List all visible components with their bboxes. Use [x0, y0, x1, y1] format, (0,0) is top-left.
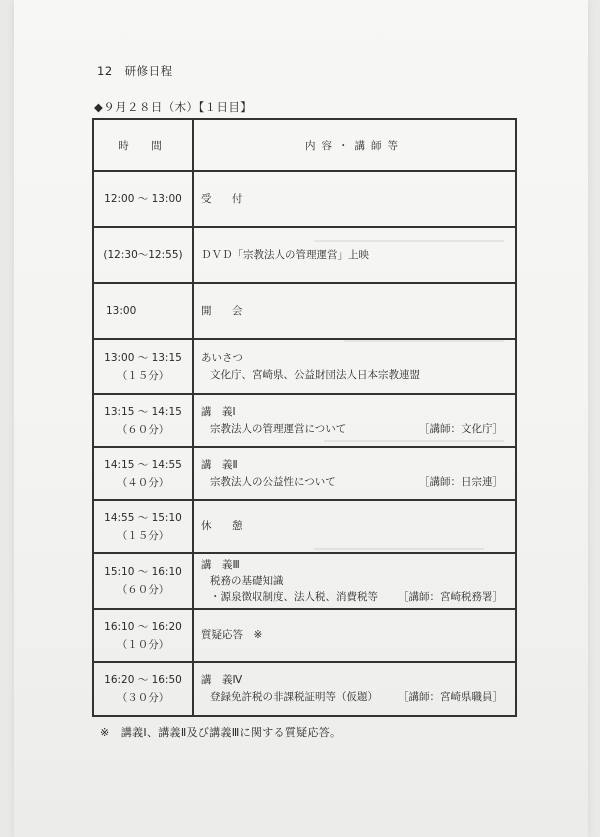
time-range: 13:00 ～ 13:15 [104, 351, 182, 364]
time-cell [93, 553, 193, 609]
content-cell [193, 339, 516, 394]
time-range: 15:10 ～ 16:10 [104, 566, 182, 578]
time-cell [93, 394, 193, 447]
item-title: 休 憩 [201, 520, 248, 532]
schedule-table [92, 118, 517, 717]
duration: （１５分） [116, 369, 170, 382]
time-cell [93, 662, 193, 716]
content-cell [193, 609, 516, 662]
header-time: 時 間 [93, 119, 193, 171]
item-title: 講 義Ⅳ [201, 674, 243, 686]
time-cell [93, 500, 193, 553]
item-title: 講 義Ⅱ [201, 458, 238, 471]
time-range: 16:20 ～ 16:50 [104, 674, 182, 686]
item-title: 受 付 [201, 192, 248, 205]
table-row [93, 447, 516, 500]
table-row [93, 394, 516, 447]
time-range: 16:10 ～ 16:20 [104, 620, 182, 633]
item-detail-row [201, 421, 515, 438]
table-row [93, 339, 516, 394]
item-detail: 宗教法人の管理運営について [210, 422, 347, 435]
time-cell [93, 227, 193, 283]
item-title: あいさつ [201, 351, 243, 364]
item-detail: 宗教法人の公益性について [210, 475, 336, 488]
content-cell [193, 553, 516, 609]
item-detail: ・源泉徴収制度、法人税、消費税等 [210, 591, 378, 603]
item-title: 質疑応答 ※ [201, 629, 263, 641]
table-row [93, 227, 516, 283]
footnote: ※ 講義Ⅰ、講義Ⅱ及び講義Ⅲに関する質疑応答。 [100, 726, 342, 739]
lecturer-label: ［講師：宮崎県職員］ [398, 691, 503, 703]
content-cell [193, 394, 516, 447]
content-cell [193, 283, 516, 339]
time-range: 13:15 ～ 14:15 [104, 405, 182, 418]
content-cell [193, 662, 516, 716]
content-cell [193, 500, 516, 553]
lecturer-label: ［講師：文化庁］ [419, 422, 503, 435]
table-row [93, 553, 516, 609]
duration: （６０分） [116, 423, 170, 436]
lecturer-label: ［講師：日宗連］ [419, 475, 503, 488]
time-cell [93, 283, 193, 339]
item-title: 講 義Ⅰ [201, 405, 236, 418]
item-detail-row [201, 689, 515, 706]
time-range: (12:30～12:55) [103, 249, 183, 261]
time-range: 14:15 ～ 14:55 [104, 458, 182, 471]
section-title: 12 研修日程 [97, 64, 173, 78]
item-title: 開 会 [201, 304, 248, 317]
duration: （６０分） [116, 584, 170, 596]
table-row [93, 662, 516, 716]
table-row [93, 171, 516, 227]
table-row [93, 283, 516, 339]
item-detail-row [201, 589, 515, 605]
time-range: 12:00 ～ 13:00 [104, 193, 182, 205]
content-cell [193, 171, 516, 227]
duration: （３０分） [116, 692, 170, 704]
item-detail-row [201, 474, 515, 491]
item-detail: 税務の基礎知識 [210, 575, 284, 587]
time-cell [93, 609, 193, 662]
duration: （４０分） [116, 476, 170, 489]
lecturer-label: ［講師：宮崎税務署］ [398, 591, 503, 603]
time-cell [93, 339, 193, 394]
time-cell [93, 447, 193, 500]
table-row [93, 500, 516, 553]
time-range: 13:00 [106, 305, 137, 317]
header-content: 内容・講師等 [193, 119, 516, 171]
table-header-row [93, 119, 516, 171]
content-cell [193, 447, 516, 500]
item-detail: 文化庁、宮崎県、公益財団法人日本宗教連盟 [210, 368, 420, 381]
duration: （１０分） [116, 638, 170, 651]
item-detail: 登録免許税の非課税証明等（仮題） [210, 691, 378, 703]
time-cell [93, 171, 193, 227]
item-title: ＤＶＤ「宗教法人の管理運営」上映 [201, 248, 369, 261]
date-heading: ◆９月２８日（木）【１日目】 [94, 100, 253, 114]
item-title: 講 義Ⅲ [201, 559, 240, 571]
table-row [93, 609, 516, 662]
time-range: 14:55 ～ 15:10 [104, 511, 182, 524]
content-cell [193, 227, 516, 283]
duration: （１５分） [116, 529, 170, 542]
